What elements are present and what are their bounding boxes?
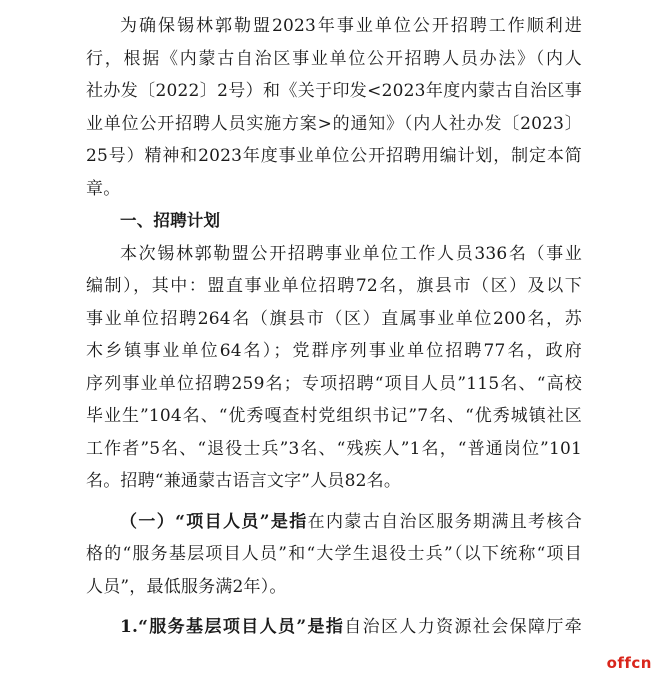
- paragraph-line: [86, 506, 582, 539]
- paragraph-line: 毕业生”104名、“优秀嘎查村党组织书记”7名、“优秀城镇社区: [86, 406, 582, 426]
- paragraph-line: 章。: [86, 178, 121, 199]
- paragraph-line: 25号）精神和2023年度事业单位公开招聘用编计划，制定本简: [86, 146, 582, 166]
- paragraph-line: 名。招聘“兼通蒙古语言文字”人员82名。: [86, 471, 402, 491]
- paragraph-line: 社办发〔2022〕2号）和《关于印发<2023年度内蒙古自治区事: [86, 81, 582, 101]
- paragraph-line: 本次锡林郭勒盟公开招聘事业单位工作人员336名（事业: [120, 243, 582, 264]
- paragraph-line: 行，根据《内蒙古自治区事业单位公开招聘人员办法》（内人: [86, 48, 582, 69]
- bold-lead: 1.“服务基层项目人员”是指: [120, 617, 345, 637]
- paragraph-line: 木乡镇事业单位64名）；党群序列事业单位招聘77名，政府: [86, 341, 582, 361]
- project-personnel-paragraph: [86, 506, 582, 604]
- document-page: [86, 10, 582, 644]
- paragraph-line: 序列事业单位招聘259名；专项招聘“项目人员”115名、“高校: [86, 373, 582, 394]
- intro-paragraph: [86, 10, 582, 205]
- section-heading: 一、招聘计划: [120, 211, 221, 230]
- paragraph-line: 格的“服务基层项目人员”和“大学生退役士兵”（以下统称“项目: [86, 544, 582, 564]
- grassroots-personnel-paragraph: [86, 611, 582, 644]
- paragraph-line: 编制），其中：盟直事业单位招聘72名，旗县市（区）及以下: [86, 276, 582, 296]
- paragraph-line: 工作者”5名、“退役士兵”3名、“残疾人”1名，“普通岗位”101: [86, 438, 582, 459]
- paragraph-line: [86, 611, 582, 644]
- recruitment-plan-paragraph: [86, 238, 582, 498]
- paragraph-line: 业单位公开招聘人员实施方案>的通知》（内人社办发〔2023〕: [86, 113, 582, 134]
- paragraph-line: 人员”，最低服务满2年）。: [86, 576, 287, 597]
- line-rest: 自治区人力资源社会保障厅牵: [344, 617, 582, 637]
- offcn-watermark: offcn: [606, 654, 652, 672]
- paragraph-line: 事业单位招聘264名（旗县市（区）直属事业单位200名，苏: [86, 308, 582, 329]
- bold-lead: （一）“项目人员”是指: [120, 511, 308, 532]
- paragraph-line: 为确保锡林郭勒盟2023年事业单位公开招聘工作顺利进: [120, 16, 582, 36]
- line-rest: 在内蒙古自治区服务期满且考核合: [307, 511, 582, 532]
